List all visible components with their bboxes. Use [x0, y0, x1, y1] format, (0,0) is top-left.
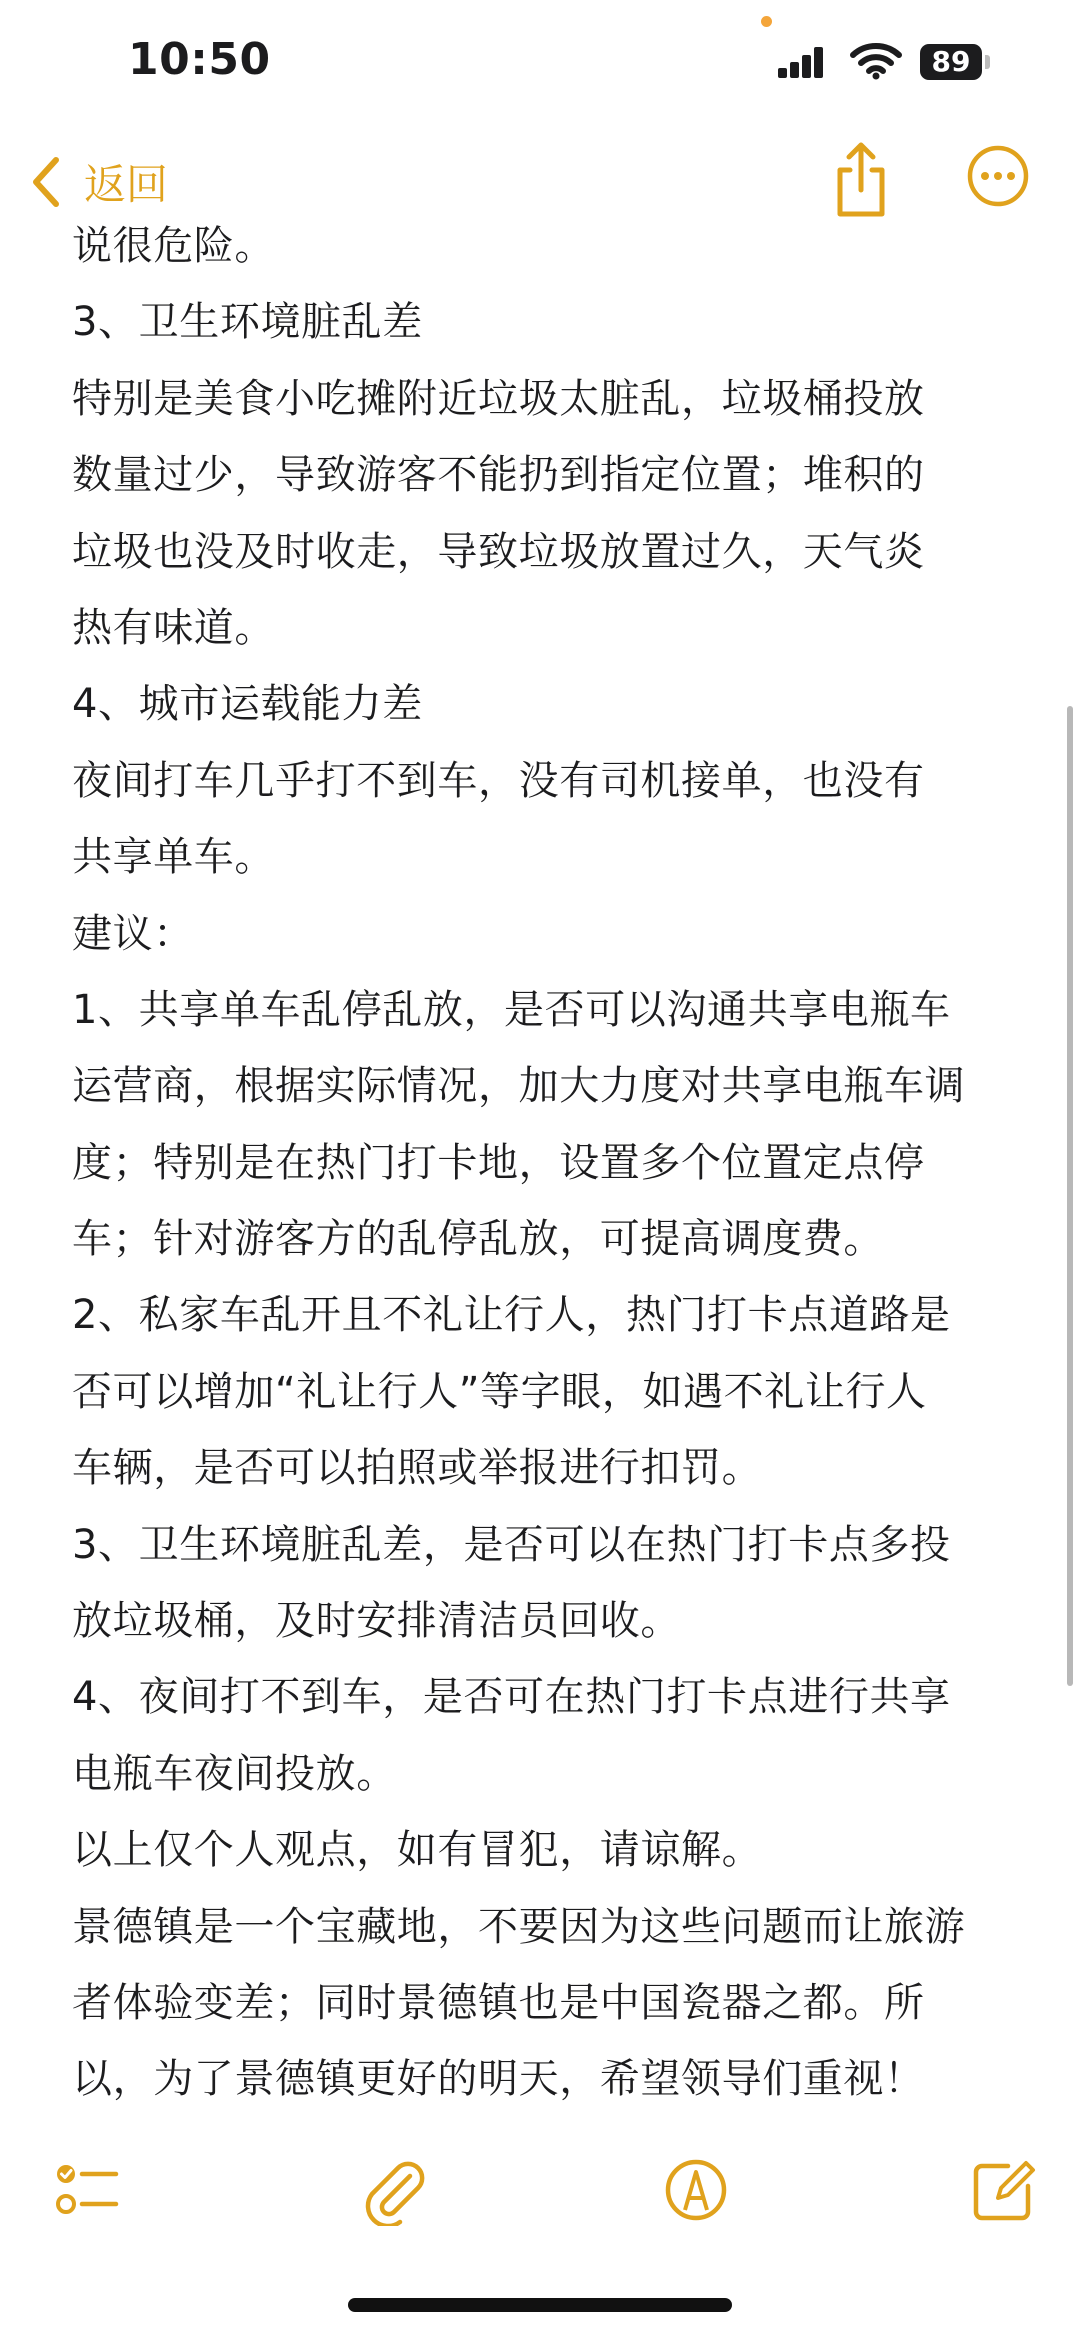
- privacy-indicator-dot: [761, 16, 772, 27]
- paperclip-icon[interactable]: [358, 2154, 430, 2226]
- note-line: 景德镇是一个宝藏地，不要因为这些问题而让旅游: [72, 1903, 966, 1950]
- scrollbar[interactable]: [1067, 706, 1073, 1686]
- chevron-left-icon: [28, 154, 66, 210]
- status-bar: [0, 0, 1080, 130]
- note-line: 否可以增加“礼让行人”等字眼，如遇不礼让行人: [72, 1368, 927, 1415]
- note-line: 以，为了景德镇更好的明天，希望领导们重视！: [72, 2056, 925, 2103]
- bottom-toolbar: [0, 2150, 1080, 2250]
- note-line: 夜间打车几乎打不到车，没有司机接单，也没有: [72, 757, 925, 804]
- note-line: 特别是美食小吃摊附近垃圾太脏乱，垃圾桶投放: [72, 375, 925, 422]
- note-line: 2、私家车乱开且不礼让行人，热门打卡点道路是: [72, 1292, 951, 1339]
- note-line: 说很危险。: [72, 223, 275, 269]
- note-line: 度；特别是在热门打卡地，设置多个位置定点停: [72, 1139, 925, 1186]
- note-line: 4、城市运载能力差: [72, 681, 423, 728]
- note-line: 运营商，根据实际情况，加大力度对共享电瓶车调: [72, 1063, 966, 1110]
- back-label: 返回: [84, 160, 169, 209]
- compose-icon[interactable]: [968, 2154, 1040, 2226]
- note-line: 车辆，是否可以拍照或举报进行扣罚。: [72, 1445, 763, 1492]
- note-line: 共享单车。: [72, 834, 275, 881]
- battery-cap: [985, 55, 990, 69]
- note-body[interactable]: [72, 208, 1022, 2138]
- note-line: 放垃圾桶，及时安排清洁员回收。: [72, 1598, 681, 1645]
- wifi-icon: [849, 42, 903, 80]
- note-line: 者体验变差；同时景德镇也是中国瓷器之都。所: [72, 1979, 925, 2026]
- home-indicator[interactable]: [348, 2298, 732, 2312]
- status-time: 10:50: [128, 34, 271, 85]
- note-line: 热有味道。: [72, 604, 275, 651]
- signal-icon: [778, 42, 836, 80]
- note-line: 3、卫生环境脏乱差: [72, 299, 423, 346]
- note-line: 电瓶车夜间投放。: [72, 1750, 397, 1797]
- note-line: 以上仅个人观点，如有冒犯，请谅解。: [72, 1827, 763, 1874]
- battery-icon: 89: [920, 44, 982, 80]
- note-line: 车；针对游客方的乱停乱放，可提高调度费。: [72, 1216, 884, 1263]
- note-line: 建议：: [72, 910, 194, 957]
- note-line: 1、共享单车乱停乱放，是否可以沟通共享电瓶车: [72, 986, 951, 1033]
- note-line: 数量过少，导致游客不能扔到指定位置；堆积的: [72, 452, 925, 499]
- note-line: 垃圾也没及时收走，导致垃圾放置过久，天气炎: [72, 528, 925, 575]
- note-line: 3、卫生环境脏乱差，是否可以在热门打卡点多投: [72, 1521, 951, 1568]
- note-line: 4、夜间打不到车，是否可在热门打卡点进行共享: [72, 1674, 951, 1721]
- checklist-icon[interactable]: [50, 2154, 122, 2226]
- more-icon[interactable]: [966, 144, 1030, 208]
- markup-pen-icon[interactable]: [660, 2154, 732, 2226]
